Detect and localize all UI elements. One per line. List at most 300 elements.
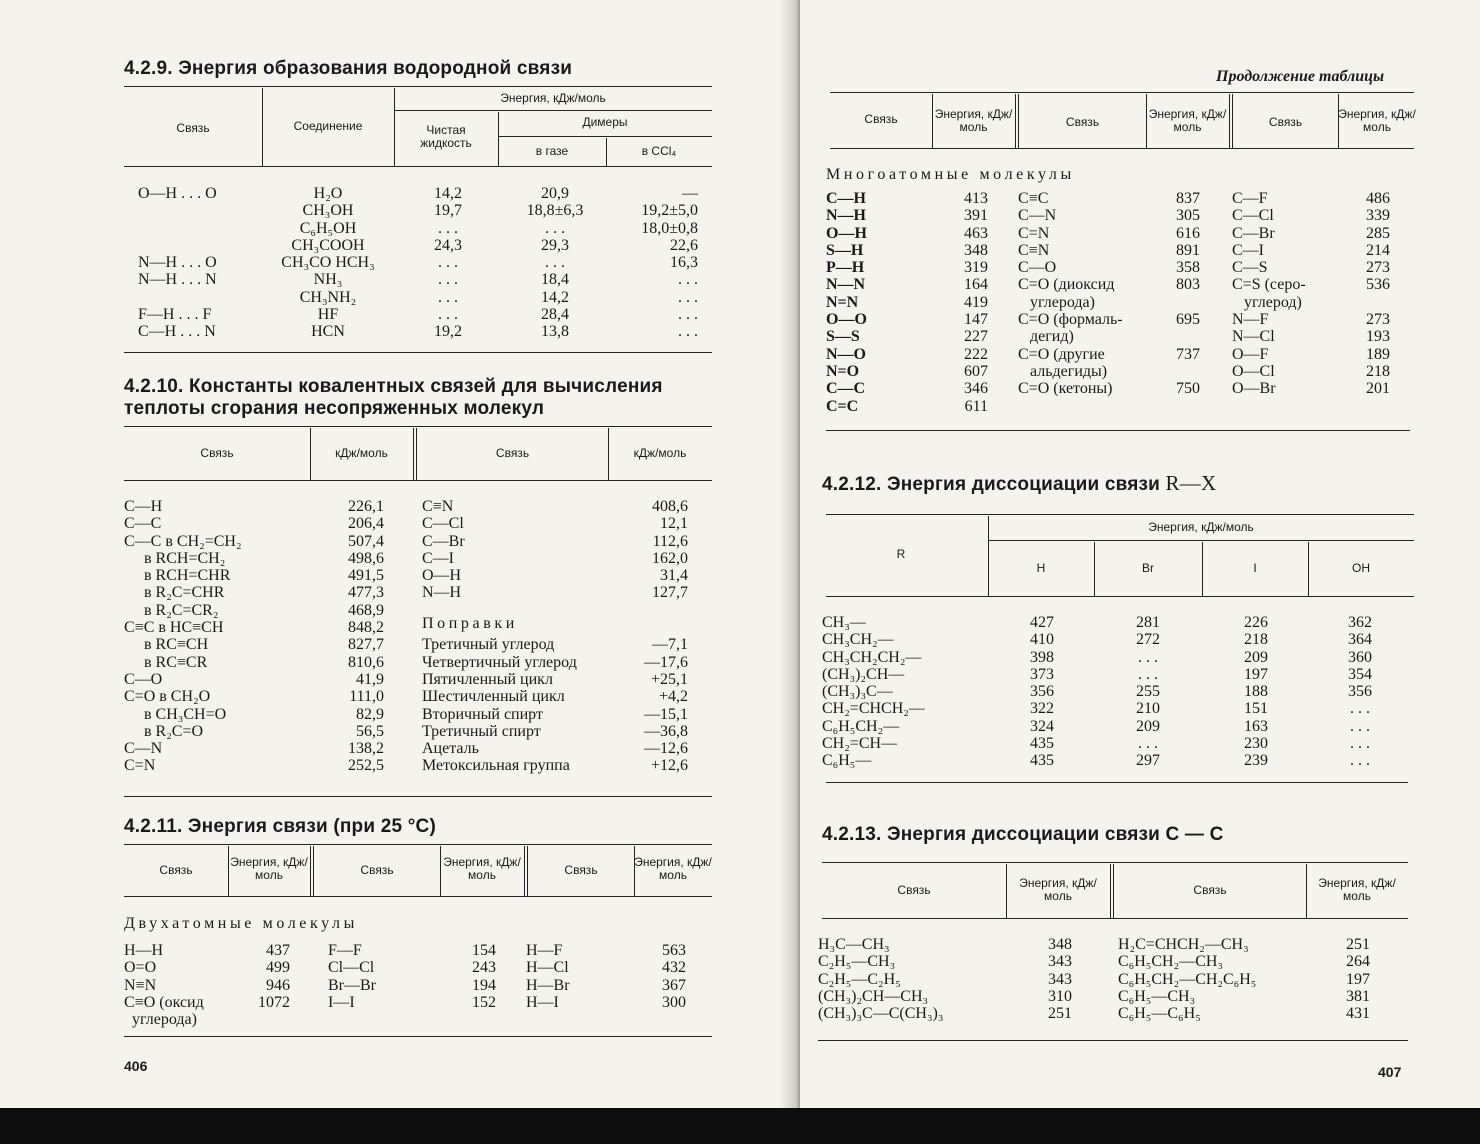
- table-cell: альдегиды): [1018, 362, 1108, 380]
- table-cell: 343: [1048, 970, 1072, 988]
- table-cell: —15,1: [644, 705, 688, 723]
- table-cell: C—H: [826, 190, 866, 207]
- table-cell: 112,6: [652, 532, 688, 550]
- table-cell: 138,2: [348, 740, 384, 758]
- table-cell: O—O: [826, 311, 867, 329]
- header-bond: Связь: [1193, 883, 1227, 897]
- header-liquid: Чистая жидкость: [420, 123, 472, 150]
- table-cell: [1152, 328, 1200, 345]
- table-cell: 152: [472, 993, 496, 1011]
- table-cell: 154: [472, 942, 496, 959]
- table-cell: I—I: [328, 993, 355, 1011]
- table-cell: 695: [1176, 311, 1200, 329]
- table-cell: 468,9: [348, 601, 384, 619]
- s4212-h-column: [1004, 614, 1080, 770]
- header-unit: Энергия, кДж/моль: [443, 855, 521, 882]
- table-cell: 536: [1366, 276, 1390, 294]
- header-bond: Связь: [200, 446, 234, 460]
- header-bond: Связь: [495, 446, 530, 460]
- table-cell: 498,6: [348, 549, 384, 567]
- table-cell: H₂C=CHCH₂—CH₃: [1118, 936, 1249, 953]
- table-cell: —12,6: [644, 740, 688, 758]
- table-cell: 41,9: [356, 670, 384, 688]
- table-cell: 360: [1348, 648, 1372, 666]
- header-oh: OH: [1352, 561, 1370, 575]
- table-cell: [1152, 294, 1200, 311]
- table-cell: 398: [1030, 648, 1054, 666]
- rule: [826, 596, 1414, 597]
- table-cell: 305: [1176, 207, 1200, 225]
- table-cell: 193: [1366, 328, 1390, 346]
- header-i: I: [1253, 561, 1257, 575]
- table-cell: CH₃—: [822, 614, 866, 631]
- table-cell: C—Br: [422, 532, 465, 550]
- table-cell: 28,4: [541, 306, 569, 324]
- table-cell: в RCH=CH₂: [124, 549, 226, 567]
- section-4-2-10-title-line2: теплоты сгорания несопряженных молекул: [124, 398, 545, 419]
- table-cell: в R₂C=CR₂: [124, 601, 219, 619]
- table-cell: . . .: [1350, 700, 1370, 718]
- table-cell: CH₃CO HCH₃: [281, 254, 375, 272]
- table-cell: N—H: [826, 207, 866, 225]
- table-cell: O—Br: [1232, 380, 1276, 398]
- table-cell: 18,8±6,3: [526, 202, 584, 220]
- table-cell: 362: [1348, 614, 1372, 631]
- table-cell: CH₂=CH—: [822, 735, 898, 753]
- table-cell: 19,2: [434, 323, 462, 341]
- section-4-2-10-title-line1: 4.2.10. Константы ковалентных связей для вычисления: [124, 376, 663, 397]
- table-cell: —: [682, 185, 698, 202]
- rule: [826, 430, 1410, 431]
- table-cell: 891: [1176, 241, 1200, 259]
- table-cell: 251: [1048, 1005, 1072, 1023]
- table-cell: F—F: [328, 942, 362, 959]
- section-4-2-13-title: 4.2.13. Энергия диссоциации связи C — C: [822, 824, 1224, 845]
- table-cell: 251: [1346, 936, 1370, 953]
- table-cell: 210: [1136, 700, 1160, 718]
- table-cell: C≡N: [1018, 241, 1050, 259]
- table-cell: C₆H₅—: [822, 752, 872, 770]
- table-cell: 319: [964, 259, 988, 277]
- table-cell: 214: [1366, 241, 1390, 259]
- table-cell: 616: [1176, 224, 1200, 242]
- table-cell: Пятичленный цикл: [422, 670, 553, 688]
- table-cell: . . .: [545, 254, 565, 272]
- table-cell: . . .: [1350, 717, 1370, 735]
- s4211c-value1-column: [940, 190, 988, 415]
- table-cell: N—O: [826, 345, 866, 363]
- header-energy: Энергия, кДж/моль: [500, 91, 606, 105]
- table-cell: 82,9: [356, 705, 384, 723]
- table-cell: C=C: [826, 397, 859, 415]
- table-cell: C≡C в HC≡CH: [124, 619, 224, 637]
- table-cell: —36,8: [644, 722, 688, 740]
- table-cell: 827,7: [348, 636, 384, 654]
- table-cell: C₂H₅—C₂H₅: [818, 970, 901, 988]
- table-cell: в RCH=CHR: [124, 567, 231, 585]
- table-cell: C₆H₅OH: [299, 219, 357, 237]
- polyatomic-label: Многоатомные молекулы: [826, 166, 1075, 183]
- s4211c-bond2-column: [1018, 190, 1123, 398]
- table-cell: H—H: [124, 942, 164, 959]
- table-cell: 810,6: [348, 653, 384, 671]
- table-cell: H—Cl: [526, 959, 569, 977]
- table-cell: C—O: [124, 670, 163, 688]
- page-number-right: 407: [1378, 1064, 1402, 1080]
- table-cell: 477,3: [348, 584, 384, 602]
- header-unit: Энергия, кДж/моль: [1318, 876, 1396, 903]
- table-cell: +12,6: [650, 757, 688, 775]
- table-cell: Третичный спирт: [422, 722, 541, 740]
- table-cell: 20,9: [541, 185, 569, 202]
- table-cell: 151: [1244, 700, 1268, 718]
- table-cell: HF: [317, 306, 339, 324]
- table-cell: N=O: [826, 362, 860, 380]
- table-cell: 364: [1348, 631, 1372, 649]
- table-cell: 19,2±5,0: [641, 202, 698, 220]
- table-cell: 300: [662, 993, 686, 1011]
- table-cell: 209: [1136, 717, 1160, 735]
- header-unit: кДж/моль: [633, 446, 687, 460]
- table-cell: N—H: [422, 584, 462, 602]
- table-cell: H—I: [526, 993, 559, 1011]
- table-cell: . . .: [678, 306, 698, 324]
- rx-formula: R—X: [1165, 471, 1217, 495]
- table-cell: —7,1: [652, 636, 688, 654]
- table-cell: 209: [1244, 648, 1268, 666]
- table-cell: 343: [1048, 953, 1072, 971]
- table-cell: 226: [1244, 614, 1268, 631]
- table-cell: N—H . . . O: [138, 254, 217, 272]
- table-cell: N=N: [826, 293, 859, 311]
- header-bond: Связь: [159, 863, 193, 877]
- table-cell: NH₃: [313, 271, 343, 289]
- table-cell: 272: [1136, 631, 1160, 649]
- table-cell: 1072: [258, 993, 290, 1011]
- table-cell: 410: [1030, 631, 1054, 649]
- header-bond: Связь: [1268, 115, 1303, 129]
- table-cell: 24,3: [434, 236, 462, 254]
- table-cell: C—C: [826, 380, 866, 398]
- table-cell: 324: [1030, 717, 1054, 735]
- header-bond: Связь: [176, 121, 210, 135]
- table-cell: C=O (другие: [1018, 345, 1105, 363]
- table-cell: 194: [472, 976, 496, 994]
- table-cell: CH₃CH₂—: [822, 631, 894, 649]
- s4212-oh-column: [1322, 614, 1398, 770]
- table-cell: 164: [964, 276, 988, 294]
- table-cell: O—H: [422, 567, 462, 585]
- table-cell: 391: [964, 207, 988, 225]
- table-cell: N—H . . . N: [138, 271, 217, 289]
- table-cell: 803: [1176, 276, 1200, 294]
- table-cell: C₆H₅CH₂—CH₃: [1118, 953, 1223, 971]
- table-cell: 339: [1366, 207, 1390, 225]
- table-cell: 189: [1366, 345, 1390, 363]
- table-cell: 127,7: [652, 584, 688, 602]
- diatomic-label: Двухатомные молекулы: [124, 915, 358, 932]
- s4213-value2-column: [1318, 936, 1370, 1022]
- table-cell: O—H: [826, 224, 867, 242]
- section-4-2-11-title: 4.2.11. Энергия связи (при 25 °C): [124, 816, 436, 837]
- table-cell: C₆H₅CH₂—: [822, 717, 900, 735]
- table-cell: P—H: [826, 259, 865, 277]
- header-dimers: Димеры: [582, 115, 628, 129]
- table-cell: 499: [266, 959, 290, 977]
- table-cell: C₆H₅—C₆H₅: [1118, 1005, 1201, 1023]
- table-cell: [1152, 363, 1200, 380]
- table-cell: C—H . . . N: [138, 323, 216, 341]
- table-cell: в RC≡CR: [124, 653, 208, 671]
- table-cell: 310: [1048, 987, 1072, 1005]
- header-unit: Энергия, кДж/моль: [230, 855, 308, 882]
- table-cell: C=O в CH₂O: [124, 688, 211, 706]
- table-cell: 252,5: [348, 757, 384, 775]
- rule: [822, 862, 1408, 863]
- continuation-label: Продолжение таблицы: [1216, 68, 1385, 85]
- table-cell: углерода): [124, 1011, 197, 1029]
- table-cell: N≡N: [124, 976, 157, 994]
- table-cell: 435: [1030, 735, 1054, 753]
- table-cell: CH₃NH₂: [299, 288, 357, 306]
- table-cell: в CH₃CH=O: [124, 705, 227, 723]
- table-cell: C=S (серо-: [1232, 276, 1306, 294]
- header-bond: Связь: [897, 883, 931, 897]
- table-cell: 19,7: [434, 202, 462, 220]
- section-4-2-12-title: 4.2.12. Энергия диссоциации связи R—X: [822, 471, 1217, 495]
- table-cell: 431: [1346, 1005, 1370, 1023]
- table-cell: 22,6: [670, 236, 698, 254]
- table-cell: 432: [662, 959, 686, 977]
- table-cell: Метоксильная группа: [422, 757, 570, 775]
- table-cell: 206,4: [348, 515, 384, 533]
- table-cell: в RC≡CH: [124, 636, 209, 654]
- table-cell: C—Cl: [422, 515, 464, 533]
- corrections-label: Поправки: [422, 615, 518, 632]
- table-cell: 226,1: [348, 498, 384, 515]
- table-cell: . . .: [1138, 665, 1158, 683]
- table-cell: C—Cl: [1232, 207, 1274, 225]
- table-cell: +25,1: [650, 670, 688, 688]
- table-cell: 408,6: [652, 498, 688, 515]
- table-cell: O—Cl: [1232, 362, 1275, 380]
- table-cell: Ацеталь: [422, 740, 479, 758]
- table-cell: 946: [266, 976, 290, 994]
- table-cell: Br—Br: [328, 976, 376, 994]
- table-cell: Третичный углерод: [422, 636, 555, 654]
- s4212-i-column: [1218, 614, 1294, 770]
- table-cell: . . .: [678, 288, 698, 306]
- table-cell: F—H . . . F: [138, 306, 212, 324]
- table-cell: 750: [1176, 380, 1200, 398]
- table-cell: (CH₃)₃C—: [822, 683, 893, 701]
- s4212-r-column: [822, 614, 925, 770]
- table-cell: . . .: [438, 219, 458, 237]
- table-cell: 255: [1136, 683, 1160, 701]
- table-cell: C—Br: [1232, 224, 1275, 242]
- table-cell: C—I: [1232, 241, 1264, 259]
- rule: [988, 540, 1414, 541]
- table-cell: 239: [1244, 752, 1268, 770]
- table-cell: C₆H₅—CH₃: [1118, 987, 1196, 1005]
- table-cell: 563: [662, 942, 686, 959]
- page-number-left: 406: [124, 1058, 148, 1074]
- rule: [830, 92, 1414, 93]
- table-cell: 201: [1366, 380, 1390, 398]
- table-cell: C≡C: [1018, 190, 1049, 207]
- table-cell: C—S: [1232, 259, 1268, 277]
- s4211c-bond3-column: [1232, 190, 1306, 398]
- header-unit: Энергия, кДж/моль: [1338, 107, 1416, 134]
- table-cell: 31,4: [660, 567, 688, 585]
- table-cell: 354: [1348, 665, 1372, 683]
- table-cell: C=N: [1018, 224, 1050, 242]
- table-cell: 13,8: [541, 323, 569, 341]
- table-cell: Cl—Cl: [328, 959, 375, 977]
- header-br: Br: [1142, 561, 1154, 575]
- table-cell: . . .: [678, 271, 698, 289]
- table-cell: N—Cl: [1232, 328, 1275, 346]
- table-cell: [1344, 294, 1390, 311]
- table-cell: N—F: [1232, 311, 1269, 329]
- table-cell: . . .: [438, 254, 458, 272]
- table-cell: S—S: [826, 328, 860, 346]
- header-unit: Энергия, кДж/моль: [634, 855, 712, 882]
- table-cell: 356: [1030, 683, 1054, 701]
- table-cell: 373: [1030, 665, 1054, 683]
- rule: [822, 918, 1408, 919]
- table-cell: 848,2: [348, 619, 384, 637]
- table-cell: 507,4: [348, 532, 384, 550]
- table-cell: C—O: [1018, 259, 1057, 277]
- table-cell: 12,1: [660, 515, 688, 533]
- table-cell: 419: [964, 293, 988, 311]
- s4213-bond1-column: [818, 936, 943, 1022]
- rule: [830, 148, 1414, 149]
- s4211c-bond1-column: [826, 190, 867, 415]
- table-cell: C≡O (оксид: [124, 993, 204, 1011]
- table-cell: Шестичленный цикл: [422, 688, 565, 706]
- s4213-value1-column: [1020, 936, 1072, 1022]
- table-cell: N—N: [826, 276, 866, 294]
- table-cell: 56,5: [356, 722, 384, 740]
- s4212-br-column: [1110, 614, 1186, 770]
- table-cell: . . .: [438, 288, 458, 306]
- table-cell: 358: [1176, 259, 1200, 277]
- table-cell: углерод): [1232, 293, 1302, 311]
- header-unit: кДж/моль: [335, 446, 388, 460]
- table-cell: . . .: [1350, 752, 1370, 770]
- table-cell: CH₃OH: [302, 202, 354, 220]
- table-cell: 273: [1366, 259, 1390, 277]
- table-cell: . . .: [678, 323, 698, 341]
- table-cell: C=N: [124, 757, 156, 775]
- table-cell: 227: [964, 328, 988, 346]
- table-cell: C—H: [124, 498, 163, 515]
- table-cell: 18,0±0,8: [641, 219, 698, 237]
- table-cell: +4,2: [658, 688, 688, 706]
- table-cell: C=O (формаль-: [1018, 311, 1123, 329]
- table-cell: 14,2: [541, 288, 569, 306]
- header-gas: в газе: [535, 144, 569, 158]
- table-cell: 16,3: [670, 254, 698, 272]
- table-cell: 463: [964, 224, 988, 242]
- table-cell: CH₃CH₂CH₂—: [822, 648, 922, 666]
- table-cell: 437: [266, 942, 290, 959]
- table-cell: CH₂=CHCH₂—: [822, 700, 925, 718]
- section-4-2-9-title: 4.2.9. Энергия образования водородной связи: [124, 58, 573, 79]
- header-unit: Энергия, кДж/моль: [934, 107, 1013, 134]
- table-cell: . . .: [545, 219, 565, 237]
- table-cell: C—N: [124, 740, 163, 758]
- table-cell: C₆H₅CH₂—CH₂C₆H₅: [1118, 970, 1257, 988]
- table-cell: . . .: [438, 271, 458, 289]
- table-cell: 218: [1244, 631, 1268, 649]
- table-cell: . . .: [1138, 648, 1158, 666]
- table-cell: 486: [1366, 190, 1390, 207]
- table-cell: 737: [1176, 345, 1200, 363]
- table-cell: дегид): [1018, 328, 1074, 346]
- table-cell: 273: [1366, 311, 1390, 329]
- table-cell: 427: [1030, 614, 1054, 631]
- table-cell: 435: [1030, 752, 1054, 770]
- table-cell: в R₂C=O: [124, 722, 204, 740]
- table-cell: 348: [1048, 936, 1072, 953]
- header-bond: Связь: [360, 863, 394, 877]
- table-cell: —17,6: [644, 653, 688, 671]
- table-cell: C—N: [1018, 207, 1057, 225]
- table-cell: 163: [1244, 717, 1268, 735]
- table-cell: C—C в CH₂=CH₂: [124, 532, 242, 550]
- table-cell: (CH₃)₃C—C(CH₃)₃: [818, 1005, 944, 1023]
- table-cell: CH₃COOH: [291, 236, 365, 254]
- table-cell: 197: [1346, 970, 1370, 988]
- table-cell: Четвертичный углерод: [422, 653, 577, 671]
- table-cell: 218: [1366, 362, 1390, 380]
- header-unit: Энергия, кДж/моль: [1148, 107, 1227, 134]
- table-cell: 281: [1136, 614, 1160, 631]
- table-cell: HCN: [311, 323, 345, 341]
- table-cell: . . .: [438, 306, 458, 324]
- table-cell: 18,4: [541, 271, 569, 289]
- s4211c-value2-column: [1152, 190, 1200, 398]
- table-cell: 197: [1244, 665, 1268, 683]
- rule: [826, 782, 1408, 783]
- table-cell: 356: [1348, 683, 1372, 701]
- table-cell: 162,0: [652, 549, 688, 567]
- header-bond: Связь: [1065, 115, 1100, 129]
- table-cell: 322: [1030, 700, 1054, 718]
- header-bond: Связь: [864, 112, 898, 126]
- table-cell: O—F: [1232, 345, 1269, 363]
- table-cell: H—F: [526, 942, 563, 959]
- scan-bottom-edge: [0, 1108, 1480, 1144]
- table-cell: 611: [964, 397, 988, 415]
- table-cell: 264: [1346, 953, 1370, 971]
- table-cell: углерода): [1018, 293, 1095, 311]
- table-cell: 29,3: [541, 236, 569, 254]
- table-cell: 381: [1346, 987, 1370, 1005]
- table-cell: 188: [1244, 683, 1268, 701]
- table-cell: (CH₃)₂CH—: [822, 665, 905, 683]
- table-cell: C≡N: [422, 498, 454, 515]
- table-cell: O—H . . . O: [138, 185, 217, 202]
- table-cell: C₂H₅—CH₃: [818, 953, 896, 971]
- table-cell: 222: [964, 345, 988, 363]
- header-compound: Соединение: [293, 119, 363, 133]
- table-cell: C—C: [124, 515, 162, 533]
- table-cell: 147: [964, 311, 988, 329]
